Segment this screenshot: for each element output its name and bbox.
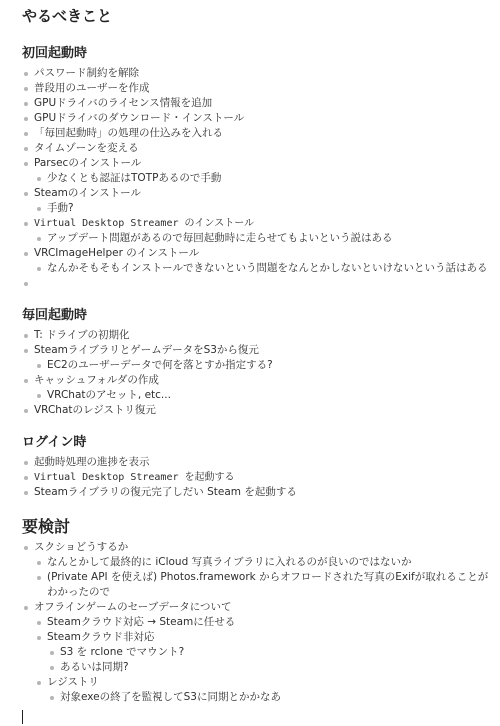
list-item[interactable]: レジストリ [35, 675, 496, 690]
section-spacer [22, 500, 496, 516]
list-item[interactable]: VRChatのアセット, etc... [35, 388, 496, 403]
section-spacer [22, 291, 496, 307]
list-item[interactable]: スクショどうするか [22, 540, 496, 555]
list-item[interactable]: なんとかして最終的に iCloud 写真ライブラリに入れるのが良いのではないか [35, 555, 496, 570]
list-item[interactable]: Virtual Desktop Streamer のインストール [22, 216, 496, 231]
text-cursor [22, 710, 23, 724]
section-first-launch [22, 45, 496, 291]
list-item[interactable]: Steamクラウド非対応 [35, 630, 496, 645]
list-item[interactable]: VRCImageHelper のインストール [22, 246, 496, 261]
list-item[interactable]: S3 を rclone でマウント? [48, 645, 496, 660]
list-item[interactable]: 「毎回起動時」の処理の仕込みを入れる [22, 126, 496, 141]
list-item[interactable]: Steamのインストール [22, 186, 496, 201]
page-title: やるべきこと [22, 7, 113, 25]
section-every-launch [22, 307, 496, 418]
section-heading[interactable]: 初回起動時 [22, 46, 88, 61]
list-item[interactable]: タイムゾーンを変える [22, 141, 496, 156]
list-item[interactable]: 少なくとも認証はTOTPあるので手動 [35, 171, 496, 186]
list-item[interactable]: パスワード制約を解除 [22, 66, 496, 81]
list-item[interactable]: アップデート問題があるので毎回起動時に走らせてもよいという説はある [35, 231, 496, 246]
list-item[interactable]: (Private API を使えば) Photos.framework からオフロードされた写真のExifが取れることがわかったので [35, 570, 496, 600]
bullet-list [22, 540, 496, 705]
bullet-list [22, 328, 496, 418]
section-heading[interactable]: 要検討 [22, 517, 71, 536]
list-item[interactable]: オフラインゲームのセーブデータについて [22, 600, 496, 615]
list-item[interactable]: GPUドライバのライセンス情報を追加 [22, 96, 496, 111]
list-item[interactable]: 対象exeの終了を監視してS3に同期とかかなあ [48, 690, 496, 705]
list-item[interactable]: なんかそもそもインストールできないという問題をなんとかしないといけないという話はある [35, 261, 496, 276]
list-item[interactable]: EC2のユーザーデータで何を落とすか指定する? [35, 358, 496, 373]
list-item[interactable]: T: ドライブの初期化 [22, 328, 496, 343]
list-item[interactable]: SteamライブラリとゲームデータをS3から復元 [22, 343, 496, 358]
list-item[interactable]: Parsecのインストール [22, 156, 496, 171]
list-item[interactable]: VRChatのレジストリ復元 [22, 403, 496, 418]
list-item[interactable]: キャッシュフォルダの作成 [22, 373, 496, 388]
list-item[interactable]: Virtual Desktop Streamer を起動する [22, 470, 496, 485]
list-item[interactable]: あるいは同期? [48, 660, 496, 675]
list-item[interactable]: Steamクラウド対応 → Steamに任せる [35, 615, 496, 630]
section-heading[interactable]: 毎回起動時 [22, 308, 88, 323]
section-login [22, 434, 496, 500]
bullet-list [22, 66, 496, 291]
document-page [22, 6, 496, 705]
list-item[interactable]: 手動? [35, 201, 496, 216]
list-item[interactable]: GPUドライバのダウンロード・インストール [22, 111, 496, 126]
bullet-list [22, 455, 496, 500]
list-item[interactable]: Steamライブラリの復元完了しだい Steam を起動する [22, 485, 496, 500]
list-item[interactable]: 起動時処理の進捗を表示 [22, 455, 496, 470]
empty-list-item[interactable] [22, 276, 496, 291]
section-spacer [22, 418, 496, 434]
section-heading[interactable]: ログイン時 [22, 435, 87, 450]
list-item[interactable]: 普段用のユーザーを作成 [22, 81, 496, 96]
section-to-consider [22, 516, 496, 705]
